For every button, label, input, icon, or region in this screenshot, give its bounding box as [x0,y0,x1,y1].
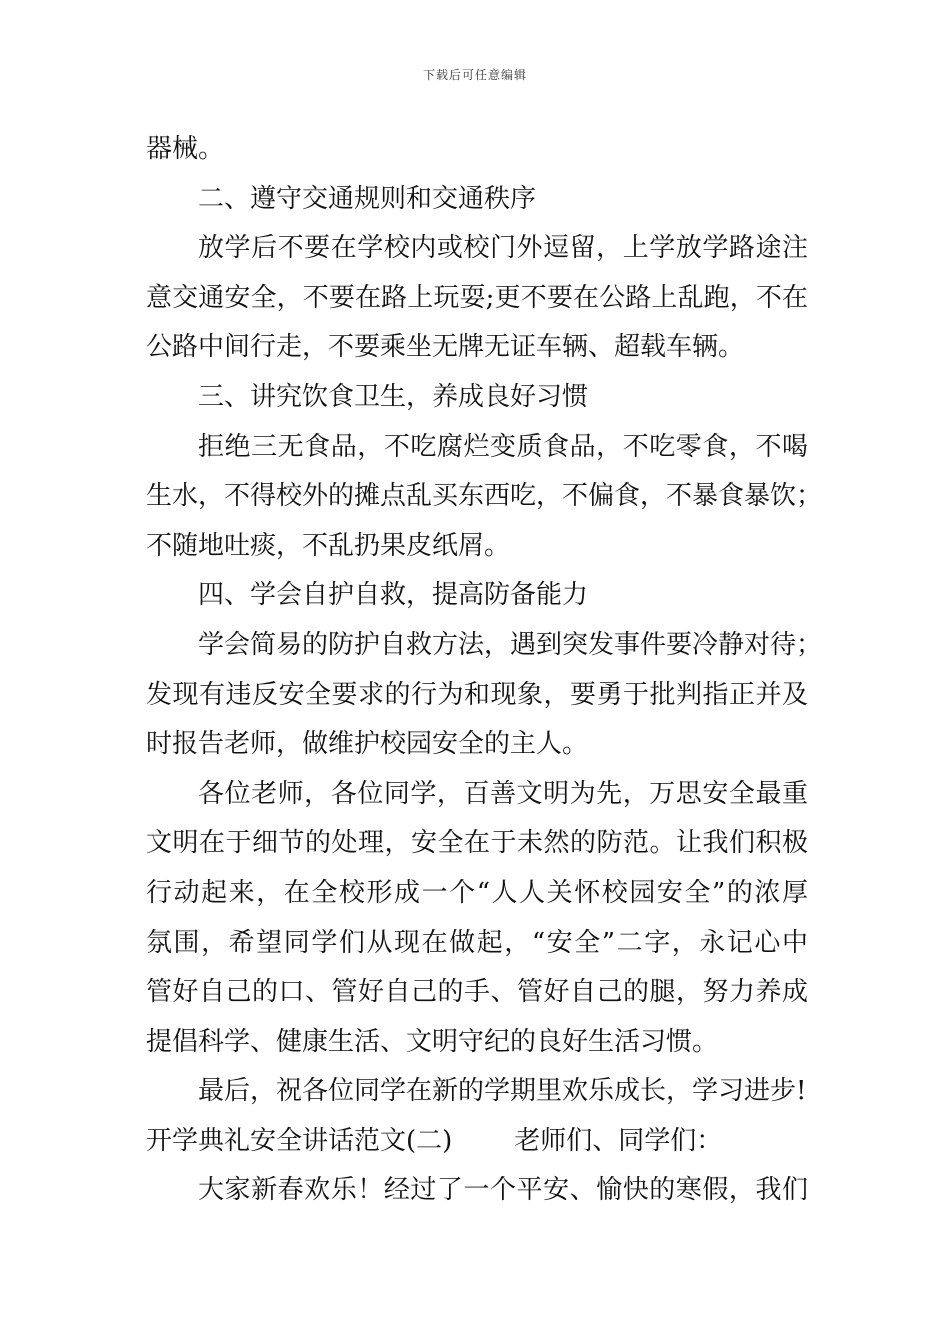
text-line: 提倡科学、健康生活、文明守纪的良好生活习惯。 [146,1026,719,1057]
text-line: 氛围，希望同学们从现在做起，“安全”二字，永记心中 [146,927,808,958]
text-line: 行动起来，在全校形成一个“人人关怀校园安全”的浓厚 [146,877,808,908]
greeting: 老师们、同学们： [514,1125,723,1156]
text-line: 学会简易的防护自救方法，遇到突发事件要冷静对待； [198,629,823,660]
paragraph-final-wish [146,1067,808,1117]
document-body [146,125,823,1216]
heading-self-protection [146,571,808,621]
text-line: 不随地吐痰，不乱扔果皮纸屑。 [146,530,511,561]
text-line: 文明在于细节的处理，安全在于未然的防范。让我们积极 [146,828,808,859]
text-line [146,1117,808,1167]
text-line: 发现有违反安全要求的行为和现象，要勇于批判指正并及 [146,679,808,710]
text-line: 生水，不得校外的摊点乱买东西吃，不偏食，不暴食暴饮； [146,481,823,512]
text-line: 拒绝三无食品，不吃腐烂变质食品，不吃零食，不喝 [198,431,808,462]
section-title-line [146,1117,808,1167]
text-line: 四、学会自护自救，提高防备能力 [198,580,589,611]
paragraph-food [146,423,823,572]
text-line: 放学后不要在学校内或校门外逗留，上学放学路途注 [198,233,808,264]
paragraph-1 [146,125,808,175]
text-line: 器械。 [146,134,225,164]
paragraph-self-protection [146,621,823,770]
text-line: 三、讲究饮食卫生，养成良好习惯 [198,381,589,412]
heading-traffic-rules [146,175,808,225]
text-line: 各位老师，各位同学，百善文明为先，万思安全最重 [198,778,808,809]
page-header: 下载后可任意编辑 [422,68,527,82]
text-line: 最后，祝各位同学在新的学期里欢乐成长，学习进步! [198,1076,807,1107]
paragraph-closing-appeal [146,770,808,1068]
text-line: 时报告老师，做维护校园安全的主人。 [146,729,589,760]
heading-food-hygiene [146,373,808,423]
paragraph-traffic [146,224,808,373]
paragraph-new-year [146,1166,808,1216]
text-line: 大家新春欢乐！经过了一个平安、愉快的寒假，我们 [198,1175,808,1206]
text-line: 公路中间行走，不要乘坐无牌无证车辆、超载车辆。 [146,332,745,363]
text-line: 管好自己的口、管好自己的手、管好自己的腿，努力养成 [146,977,808,1008]
text-line: 二、遵守交通规则和交通秩序 [198,183,537,214]
section-title: 开学典礼安全讲话范文(二) [146,1125,453,1156]
text-line: 意交通安全，不要在路上玩耍;更不要在公路上乱跑，不在 [146,282,808,313]
